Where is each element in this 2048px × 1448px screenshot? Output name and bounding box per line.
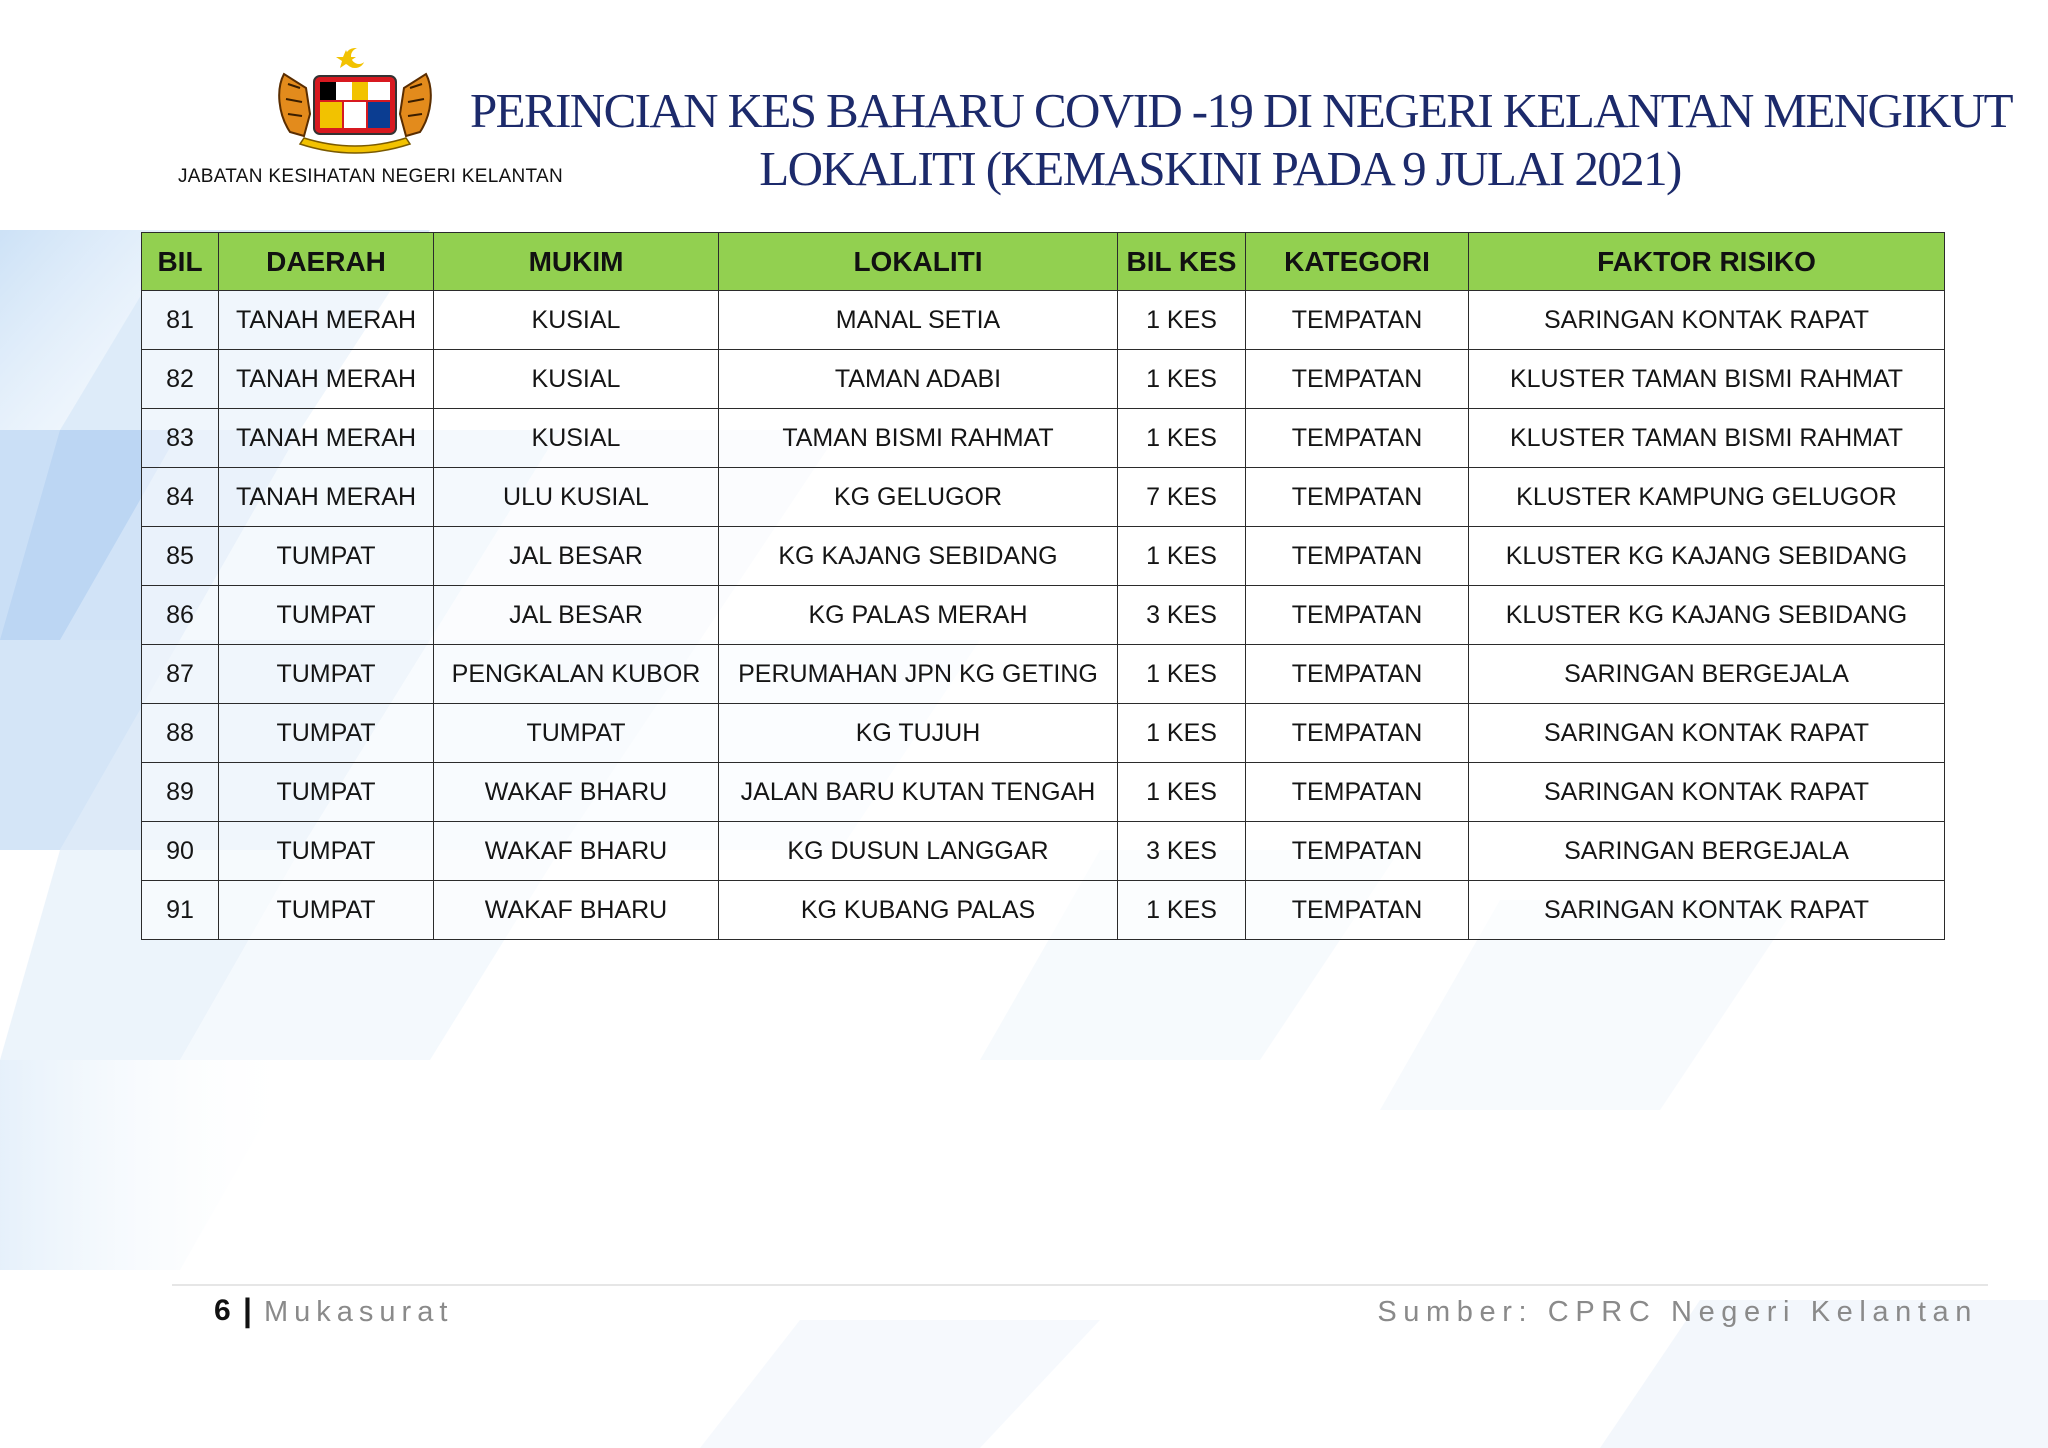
cell-lokaliti: KG PALAS MERAH <box>719 586 1118 645</box>
cell-daerah: TUMPAT <box>219 704 434 763</box>
cell-daerah: TANAH MERAH <box>219 291 434 350</box>
cell-bil: 81 <box>142 291 219 350</box>
cell-mukim: WAKAF BHARU <box>434 763 719 822</box>
cell-kategori: TEMPATAN <box>1246 291 1469 350</box>
cell-bil-kes: 1 KES <box>1118 704 1246 763</box>
cell-bil-kes: 1 KES <box>1118 881 1246 940</box>
cell-bil: 91 <box>142 881 219 940</box>
cell-kategori: TEMPATAN <box>1246 645 1469 704</box>
cell-kategori: TEMPATAN <box>1246 881 1469 940</box>
department-name: JABATAN KESIHATAN NEGERI KELANTAN <box>178 166 564 187</box>
cell-bil-kes: 1 KES <box>1118 409 1246 468</box>
cell-mukim: WAKAF BHARU <box>434 822 719 881</box>
cell-mukim: JAL BESAR <box>434 586 719 645</box>
cell-faktor-risiko: SARINGAN BERGEJALA <box>1469 645 1945 704</box>
cell-mukim: KUSIAL <box>434 350 719 409</box>
cell-lokaliti: KG GELUGOR <box>719 468 1118 527</box>
cell-lokaliti: KG KUBANG PALAS <box>719 881 1118 940</box>
page-label: Mukasurat <box>264 1296 454 1328</box>
cell-daerah: TANAH MERAH <box>219 350 434 409</box>
page-title-line-2: LOKALITI (KEMASKINI PADA 9 JULAI 2021) <box>759 141 1681 196</box>
cell-lokaliti: JALAN BARU KUTAN TENGAH <box>719 763 1118 822</box>
cell-lokaliti: KG TUJUH <box>719 704 1118 763</box>
cell-bil: 88 <box>142 704 219 763</box>
page-footer <box>0 1270 2048 1350</box>
column-header-mukim: MUKIM <box>434 233 719 291</box>
column-header-lokaliti: LOKALITI <box>719 233 1118 291</box>
cell-faktor-risiko: KLUSTER TAMAN BISMI RAHMAT <box>1469 350 1945 409</box>
cell-bil-kes: 3 KES <box>1118 586 1246 645</box>
malaysia-coat-of-arms-icon <box>270 44 440 162</box>
cell-faktor-risiko: SARINGAN KONTAK RAPAT <box>1469 291 1945 350</box>
cell-lokaliti: TAMAN ADABI <box>719 350 1118 409</box>
cell-daerah: TANAH MERAH <box>219 468 434 527</box>
cell-faktor-risiko: SARINGAN KONTAK RAPAT <box>1469 881 1945 940</box>
table-row <box>142 586 1945 645</box>
cell-bil: 85 <box>142 527 219 586</box>
cell-kategori: TEMPATAN <box>1246 763 1469 822</box>
cell-mukim: KUSIAL <box>434 409 719 468</box>
cell-bil-kes: 7 KES <box>1118 468 1246 527</box>
table-row <box>142 881 1945 940</box>
cell-faktor-risiko: KLUSTER TAMAN BISMI RAHMAT <box>1469 409 1945 468</box>
table-header-row <box>142 233 1945 291</box>
cell-faktor-risiko: SARINGAN KONTAK RAPAT <box>1469 763 1945 822</box>
cell-bil-kes: 1 KES <box>1118 645 1246 704</box>
cell-faktor-risiko: KLUSTER KG KAJANG SEBIDANG <box>1469 586 1945 645</box>
table-row <box>142 468 1945 527</box>
cell-bil: 84 <box>142 468 219 527</box>
page-title-line-1: PERINCIAN KES BAHARU COVID -19 DI NEGERI KELANTAN MENGIKUT <box>470 83 2012 138</box>
cell-bil: 86 <box>142 586 219 645</box>
cell-lokaliti: TAMAN BISMI RAHMAT <box>719 409 1118 468</box>
cell-mukim: ULU KUSIAL <box>434 468 719 527</box>
footer-divider <box>172 1284 1988 1286</box>
table-row <box>142 291 1945 350</box>
cell-mukim: JAL BESAR <box>434 527 719 586</box>
cell-bil-kes: 3 KES <box>1118 822 1246 881</box>
column-header-faktor-risiko: FAKTOR RISIKO <box>1469 233 1945 291</box>
table-row <box>142 822 1945 881</box>
cell-bil-kes: 1 KES <box>1118 291 1246 350</box>
cell-bil: 89 <box>142 763 219 822</box>
cell-kategori: TEMPATAN <box>1246 822 1469 881</box>
cell-mukim: PENGKALAN KUBOR <box>434 645 719 704</box>
table-row <box>142 763 1945 822</box>
cell-daerah: TUMPAT <box>219 763 434 822</box>
cell-bil: 83 <box>142 409 219 468</box>
cell-daerah: TUMPAT <box>219 822 434 881</box>
cell-kategori: TEMPATAN <box>1246 586 1469 645</box>
cases-table <box>141 232 1945 940</box>
table-row <box>142 645 1945 704</box>
cell-bil: 90 <box>142 822 219 881</box>
cell-lokaliti: PERUMAHAN JPN KG GETING <box>719 645 1118 704</box>
cell-bil-kes: 1 KES <box>1118 350 1246 409</box>
table-row <box>142 527 1945 586</box>
cell-daerah: TUMPAT <box>219 586 434 645</box>
table-row <box>142 350 1945 409</box>
cell-kategori: TEMPATAN <box>1246 468 1469 527</box>
cell-faktor-risiko: SARINGAN BERGEJALA <box>1469 822 1945 881</box>
cell-daerah: TUMPAT <box>219 881 434 940</box>
column-header-kategori: KATEGORI <box>1246 233 1469 291</box>
page-number-separator: | <box>243 1292 252 1328</box>
cell-bil-kes: 1 KES <box>1118 763 1246 822</box>
cell-lokaliti: KG DUSUN LANGGAR <box>719 822 1118 881</box>
cell-bil: 87 <box>142 645 219 704</box>
page-number: 6 <box>214 1294 231 1327</box>
cell-bil-kes: 1 KES <box>1118 527 1246 586</box>
cell-mukim: KUSIAL <box>434 291 719 350</box>
cell-faktor-risiko: KLUSTER KG KAJANG SEBIDANG <box>1469 527 1945 586</box>
cell-daerah: TUMPAT <box>219 645 434 704</box>
cell-kategori: TEMPATAN <box>1246 704 1469 763</box>
page-header <box>0 0 2048 230</box>
cell-faktor-risiko: KLUSTER KAMPUNG GELUGOR <box>1469 468 1945 527</box>
cell-lokaliti: MANAL SETIA <box>719 291 1118 350</box>
cell-kategori: TEMPATAN <box>1246 409 1469 468</box>
cell-mukim: TUMPAT <box>434 704 719 763</box>
table-row <box>142 409 1945 468</box>
cell-kategori: TEMPATAN <box>1246 527 1469 586</box>
cell-daerah: TUMPAT <box>219 527 434 586</box>
cell-bil: 82 <box>142 350 219 409</box>
table-row <box>142 704 1945 763</box>
cell-daerah: TANAH MERAH <box>219 409 434 468</box>
page-title <box>470 82 2012 198</box>
cell-lokaliti: KG KAJANG SEBIDANG <box>719 527 1118 586</box>
source-credit: Sumber: CPRC Negeri Kelantan <box>1377 1296 1978 1328</box>
cell-kategori: TEMPATAN <box>1246 350 1469 409</box>
cell-faktor-risiko: SARINGAN KONTAK RAPAT <box>1469 704 1945 763</box>
column-header-bil: BIL <box>142 233 219 291</box>
cell-mukim: WAKAF BHARU <box>434 881 719 940</box>
column-header-daerah: DAERAH <box>219 233 434 291</box>
column-header-bil-kes: BIL KES <box>1118 233 1246 291</box>
